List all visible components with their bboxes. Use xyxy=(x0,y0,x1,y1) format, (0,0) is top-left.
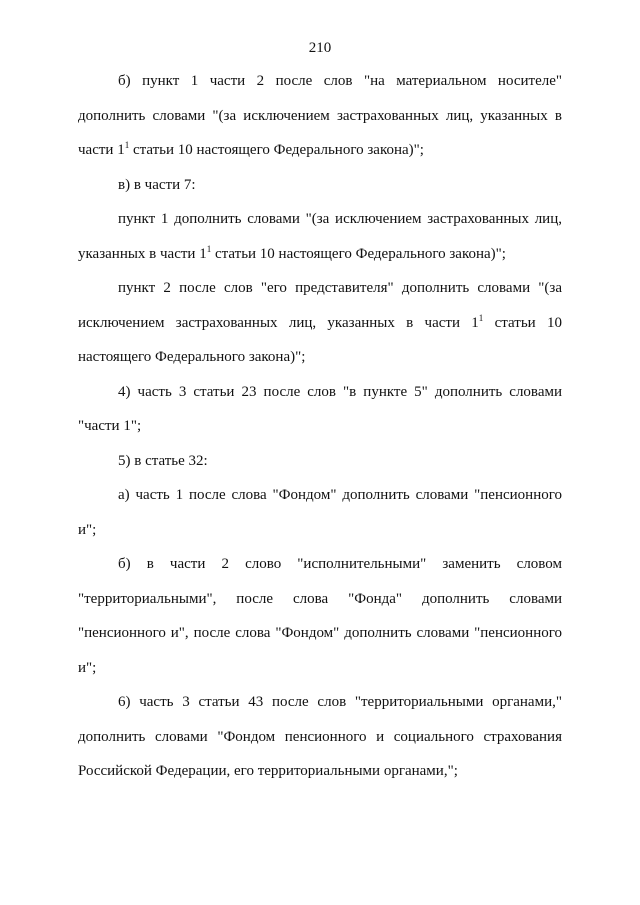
paragraph-b-clause-1 xyxy=(78,64,562,168)
paragraph-text: 6) часть 3 статьи 43 после слов "территориальными органами," дополнить словами "Фондом пенсионного и социального страхования Российской Федерации, его территориальными органами,"; xyxy=(78,694,562,779)
paragraph-text: статьи 10 настоящего Федерального закона)"; xyxy=(211,245,506,262)
paragraph-text: пункт 1 дополнить словами "(за исключением застрахованных лиц, указанных в части 1 xyxy=(78,211,562,262)
paragraph-text: 5) в статье 32: xyxy=(118,452,208,469)
paragraph-text: пункт 2 после слов "его представителя" дополнить словами "(за исключением застрахованных лиц, указанных в части 1 xyxy=(78,280,562,331)
superscript: 1 xyxy=(478,312,484,323)
superscript: 1 xyxy=(124,140,130,150)
paragraph-text: б) в части 2 слово "исполнительными" заменить словом "территориальными", после слова "Фонда" дополнить словами "пенсионного и", после слова "Фондом" дополнить словами "пенсионного и"; xyxy=(78,556,562,676)
paragraph-text: статьи 10 настоящего Федерального закона)"; xyxy=(129,142,424,158)
paragraph-item-5 xyxy=(78,444,562,479)
paragraph-text: б) пункт 1 части 2 после слов "на материальном носителе" дополнить словами "(за исключением застрахованных лиц, указанных в части 1 xyxy=(78,73,562,158)
paragraph-b-part-2 xyxy=(78,547,562,685)
paragraph-item-6 xyxy=(78,685,562,789)
page-number: 210 xyxy=(308,40,332,56)
paragraph-a-part-1 xyxy=(78,478,562,547)
document-body xyxy=(78,64,562,789)
paragraph-v-part-7 xyxy=(78,168,562,203)
paragraph-text: 4) часть 3 статьи 23 после слов "в пункте 5" дополнить словами "части 1"; xyxy=(78,383,562,434)
superscript: 1 xyxy=(206,243,212,254)
paragraph-clause-2 xyxy=(78,271,562,375)
paragraph-text: в) в части 7: xyxy=(118,176,196,193)
paragraph-item-4 xyxy=(78,375,562,444)
paragraph-text: а) часть 1 после слова "Фондом" дополнить словами "пенсионного и"; xyxy=(78,487,562,538)
paragraph-text: статьи 10 настоящего Федерального закона)"; xyxy=(78,314,562,365)
paragraph-clause-1 xyxy=(78,202,562,271)
